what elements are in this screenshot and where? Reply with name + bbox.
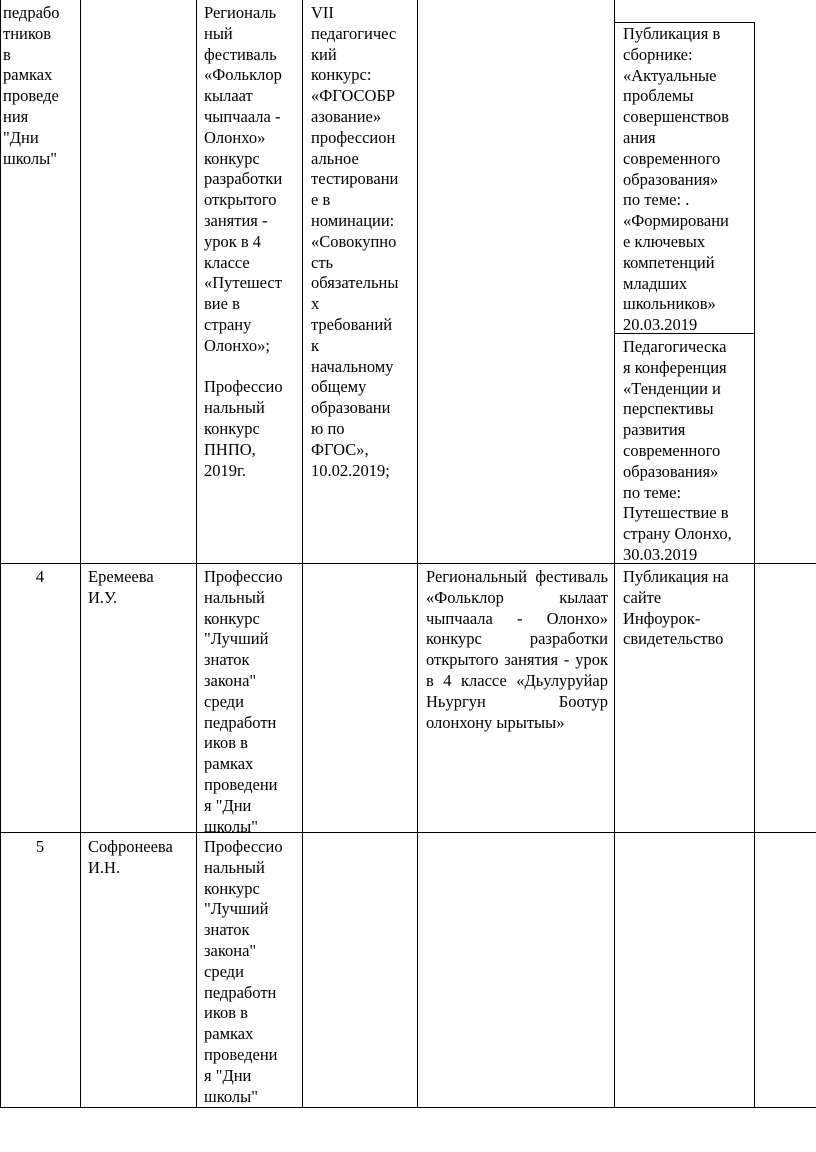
cell-municipal-contest: Профессио нальный конкурс "Лучший знаток закона" среди педработн иков в рамках проведени я "Дни школы" <box>204 567 283 836</box>
cell-continued-regional: Региональ ный фестиваль «Фольклор кылаат чыпчаала - Олонхо» конкурс разработки открытого занятия - урок в 4 классе «Путешест вие в страну Олонхо»; Профессио нальный конкурс ПНПО, 2019г. <box>204 3 283 480</box>
cell-publication-1: Публикация в сборнике: «Актуальные проблемы совершенствов ания современного образования» по теме: . «Формировани е ключевых компетенций младших школьников» 20.03.2019 <box>623 24 729 335</box>
cell-regional-contest: Региональный фестиваль «Фольклор кылаат чыпчаала - Олонхо» конкурс разработки открытого занятия - урок в 4 классе «Дьулуруйар Ньургун Боотур олонхону ырытыы» <box>426 567 608 732</box>
cell-publication: Публикация на сайте Инфоурок- свидетельство <box>623 567 729 649</box>
column-divider-4 <box>417 0 418 1108</box>
row-divider-top-right <box>614 22 754 23</box>
row-number: 5 <box>35 837 45 856</box>
teacher-name: Еремеева И.У. <box>88 567 154 607</box>
table-border-bottom <box>0 1107 816 1108</box>
column-divider-5 <box>614 0 615 1108</box>
cell-continued-federal: VII педагогичес кий конкурс: «ФГОСОБР азование» профессион альное тестировани е в номинации: «Совокупно сть обязательны х требований к начальному общему образовани ю по ФГОС», 10.02.2019; <box>311 3 399 480</box>
column-divider-3 <box>302 0 303 1108</box>
table-border-left <box>0 0 1 1108</box>
column-divider-1 <box>80 0 81 1108</box>
row-divider-5 <box>0 832 816 833</box>
column-divider-2 <box>196 0 197 1108</box>
column-divider-6 <box>754 22 755 1108</box>
cell-municipal-contest: Профессио нальный конкурс "Лучший знаток закона" среди педработн иков в рамках проведени я "Дни школы" <box>204 837 283 1106</box>
teacher-name: Софронеева И.Н. <box>88 837 173 877</box>
cell-publication-2: Педагогическа я конференция «Тенденции и перспективы развития современного образования» по теме: Путешествие в страну Олонхо, 30.03.2019 <box>623 337 732 564</box>
cell-continued-participation: педрабо тников в рамках проведе ния "Дни школы" <box>3 3 60 168</box>
row-number: 4 <box>35 567 45 586</box>
